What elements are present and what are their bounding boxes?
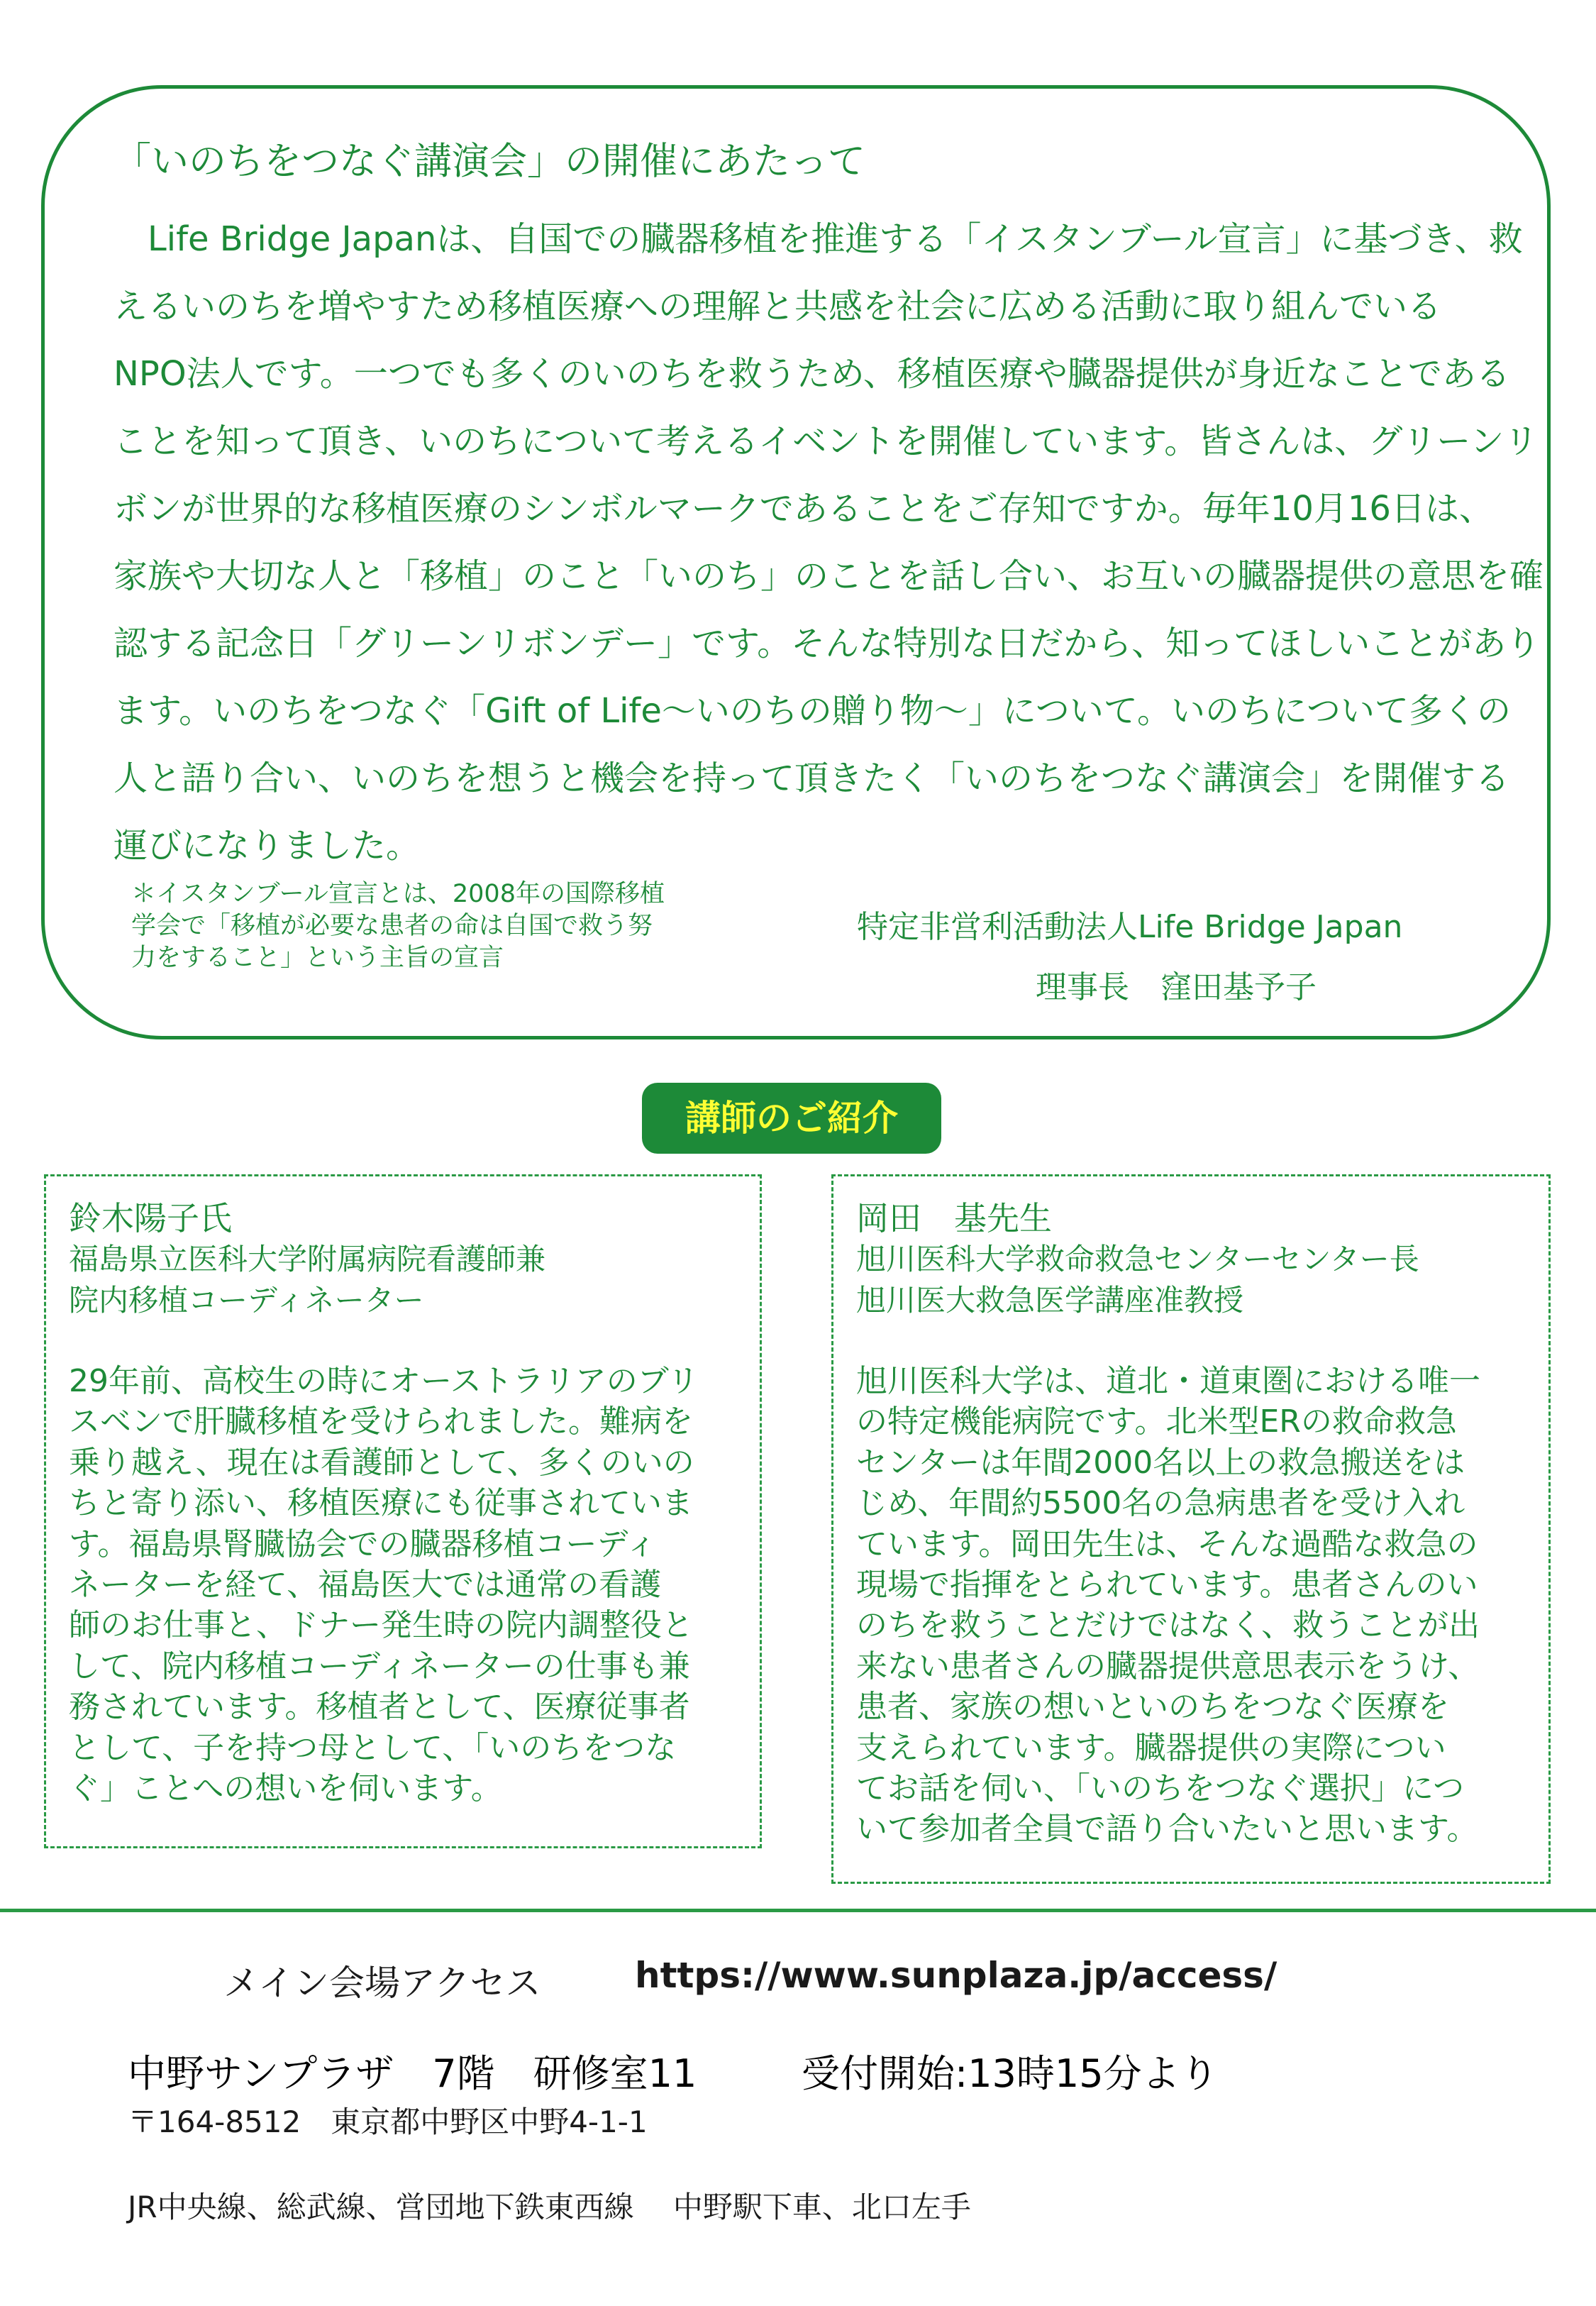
speaker-bio-line: す。福島県腎臓協会での臓器移植コーディ — [69, 1526, 657, 1562]
access-label: メイン会場アクセス — [223, 1963, 541, 2004]
speaker-bio-line: センターは年間2000名以上の救急搬送をは — [856, 1444, 1465, 1481]
intro-line: 認する記念日「グリーンリボンデー」です。そんな特別な日だから、知ってほしいことがあり — [113, 624, 1541, 663]
speaker-card-okada — [831, 1174, 1551, 1884]
speaker-card-suzuki — [44, 1174, 762, 1848]
speaker-role: 旭川医大救急医学講座准教授 — [856, 1283, 1244, 1318]
intro-line: NPO法人です。一つでも多くのいのちを救うため、移植医療や臓器提供が身近なことである — [113, 354, 1510, 394]
speaker-bio-line: てお話を伺い、「いのちをつなぐ選択」につ — [856, 1770, 1465, 1807]
speaker-bio-line: 現場で指揮をとられています。患者さんのい — [856, 1567, 1478, 1604]
speaker-bio — [856, 1361, 1548, 1850]
speaker-bio-line: ています。岡田先生は、そんな過酷な救急の — [856, 1526, 1478, 1562]
speaker-bio-line: 患者、家族の想いといのちをつなぐ医療を — [856, 1689, 1449, 1726]
speaker-name: 岡田 基先生 — [856, 1199, 1052, 1237]
speaker-bio-line: 務されています。移植者として、医療従事者 — [69, 1689, 690, 1726]
speaker-bio-line: 乗り越え、現在は看護師として、多くのいの — [69, 1444, 694, 1481]
director-name: 理事長 窪田基予子 — [1036, 969, 1317, 1005]
intro-title: 「いのちをつなぐ講演会」の開催にあたって — [113, 140, 865, 183]
intro-line: 運びになりました。 — [113, 826, 421, 866]
speaker-bio-line: ちと寄り添い、移植医療にも従事されていま — [69, 1485, 693, 1522]
section-divider — [0, 1909, 1596, 1912]
speaker-bio-line: ネーターを経て、福島医大では通常の看護 — [69, 1567, 662, 1604]
organization-name: 特定非営利活動法人Life Bridge Japan — [857, 909, 1403, 945]
access-url-link[interactable]: https://www.sunplaza.jp/access/ — [635, 1955, 1278, 1996]
speaker-bio-line: として、子を持つ母として、「いのちをつな — [69, 1729, 677, 1766]
speaker-bio-line: 支えられています。臓器提供の実際につい — [856, 1729, 1446, 1766]
intro-line: 人と語り合い、いのちを想うと機会を持って頂きたく「いのちをつなぐ講演会」を開催する — [113, 758, 1510, 798]
intro-line: ボンが世界的な移植医療のシンボルマークであることをご存知ですか。毎年10月16日は、 — [113, 489, 1493, 529]
intro-line: えるいのちを増やすため移植医療への理解と共感を社会に広める活動に取り組んでいる — [113, 287, 1442, 326]
speaker-bio-line: 師のお仕事と、ドナー発生時の院内調整役と — [69, 1607, 693, 1644]
speaker-role: 旭川医科大学救命救急センターセンター長 — [856, 1242, 1419, 1276]
intro-line: ます。いのちをつなぐ「Gift of Life～いのちの贈り物～」について。いのちについて多くの — [113, 691, 1511, 731]
speaker-bio-line: 来ない患者さんの臓器提供意思表示をうけ、 — [856, 1648, 1480, 1684]
intro-line: 家族や大切な人と「移植」のこと「いのち」のことを話し合い、お互いの臓器提供の意思を確 — [113, 556, 1544, 596]
venue-address: 〒164-8512 東京都中野区中野4-1-1 — [128, 2104, 648, 2139]
footnote-line: 力をすること」という主旨の宣言 — [131, 944, 504, 972]
speaker-name: 鈴木陽子氏 — [69, 1199, 232, 1237]
speaker-bio-line: 29年前、高校生の時にオーストラリアのブリ — [69, 1363, 699, 1399]
speaker-bio-line: 旭川医科大学は、道北・道東圏における唯一 — [856, 1363, 1480, 1399]
speaker-bio-line: ぐ」ことへの想いを伺います。 — [69, 1770, 502, 1807]
intro-body — [113, 206, 1544, 880]
footnote — [131, 878, 784, 974]
speaker-bio — [69, 1361, 760, 1809]
intro-line: ことを知って頂き、いのちについて考えるイベントを開催しています。皆さんは、グリーンリ — [113, 421, 1539, 461]
speaker-bio-line: のちを救うことだけではなく、救うことが出 — [856, 1607, 1480, 1644]
venue-name: 中野サンプラザ 7階 研修室11 — [128, 2051, 697, 2096]
footnote-line: ＊イスタンブール宣言とは、2008年の国際移植 — [131, 880, 665, 908]
intro-line: Life Bridge Japanは、自国での臓器移植を推進する「イスタンブール宣言」に基づき、救 — [113, 219, 1523, 259]
speaker-role: 福島県立医科大学附属病院看護師兼 — [69, 1242, 546, 1276]
speaker-role: 院内移植コーディネーター — [69, 1283, 424, 1318]
speaker-bio-line: の特定機能病院です。北米型ERの救命救急 — [856, 1403, 1457, 1440]
speaker-bio-line: スベンで肝臓移植を受けられました。難病を — [69, 1403, 693, 1440]
footnote-line: 学会で「移植が必要な患者の命は自国で救う努 — [131, 912, 653, 940]
transport-info: JR中央線、総武線、営団地下鉄東西線 中野駅下車、北口左手 — [128, 2190, 971, 2224]
speakers-heading: 講師のご紹介 — [642, 1083, 941, 1154]
reception-time: 受付開始:13時15分より — [802, 2051, 1219, 2096]
speaker-bio-line: いて参加者全員で語り合いたいと思います。 — [856, 1811, 1478, 1848]
speaker-bio-line: して、院内移植コーディネーターの仕事も兼 — [69, 1648, 690, 1684]
speaker-bio-line: じめ、年間約5500名の急病患者を受け入れ — [856, 1485, 1465, 1522]
